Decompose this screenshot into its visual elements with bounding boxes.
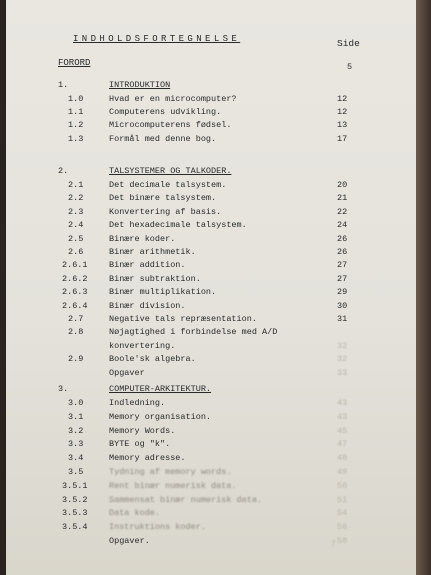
toc-entry <box>6 327 416 341</box>
document-page <box>6 0 416 575</box>
entry-title: Formål med denne bog. <box>109 133 217 144</box>
toc-entry <box>6 94 416 108</box>
entry-page: 50 <box>337 480 348 491</box>
toc-entry <box>6 481 416 495</box>
chapter-number: 1. <box>58 80 69 90</box>
entry-page: 22 <box>337 206 348 217</box>
entry-title: Boole'sk algebra. <box>109 354 196 365</box>
toc-entry <box>6 426 416 440</box>
entry-page: 58 <box>337 536 348 546</box>
entry-number: 3.3 <box>68 439 84 450</box>
toc-entry <box>6 341 416 355</box>
entry-title: Sammensat binær numerisk data. <box>109 494 263 505</box>
entry-title: Binære koder. <box>109 233 176 244</box>
toc-entry <box>6 120 416 134</box>
entry-page: 26 <box>337 233 348 244</box>
entry-title: Binær division. <box>109 300 186 311</box>
entry-title: Memory organisation. <box>109 411 212 422</box>
entry-page: 29 <box>337 287 348 298</box>
entry-title: Det hexadecimale talsystem. <box>109 220 247 231</box>
entry-number: 1.2 <box>68 120 84 131</box>
entry-number: 2.4 <box>68 220 84 231</box>
entry-number: 3.4 <box>68 453 84 464</box>
entry-page: 32 <box>337 340 348 351</box>
entry-title: Det binære talsystem. <box>109 193 217 204</box>
toc-entry <box>6 247 416 261</box>
entry-title: Tydning af memory words. <box>109 467 232 477</box>
entry-page: 27 <box>337 260 348 271</box>
toc-entry <box>6 368 416 382</box>
entry-page: 54 <box>337 508 348 519</box>
entry-number: 2.6.2 <box>62 273 88 284</box>
toc-entry <box>6 314 416 328</box>
chapter-number: 2. <box>58 166 69 176</box>
entry-page: 12 <box>337 94 348 104</box>
chapter-number: 3. <box>58 384 69 394</box>
toc-entry <box>6 354 416 368</box>
forord-label: FORORD <box>58 58 91 68</box>
entry-number: 2.5 <box>68 233 84 244</box>
entry-number: 2.8 <box>68 327 84 338</box>
entry-number: 2.9 <box>68 354 84 365</box>
entry-page: 33 <box>337 367 348 378</box>
entry-number: 3.5.3 <box>62 508 88 519</box>
toc-entry <box>6 467 416 481</box>
entry-number: 2.7 <box>68 314 84 324</box>
entry-title: Instruktions koder. <box>109 522 206 533</box>
toc-entry <box>6 220 416 234</box>
entry-title: Microcomputerens fødsel. <box>109 120 232 131</box>
entry-number: 2.1 <box>68 180 84 190</box>
toc-entry <box>6 439 416 453</box>
entry-page: 31 <box>337 314 348 324</box>
entry-page: 45 <box>337 425 348 436</box>
background-edge <box>416 0 431 575</box>
toc-entry <box>6 193 416 207</box>
toc-entry <box>6 453 416 467</box>
entry-title: Binær multiplikation. <box>109 287 217 298</box>
toc-entry <box>6 412 416 426</box>
entry-title: Data kode. <box>109 508 161 519</box>
toc-entry <box>6 536 416 550</box>
entry-page: 51 <box>337 494 348 505</box>
entry-number: 3.0 <box>68 398 84 408</box>
entry-title: Indledning. <box>109 398 166 408</box>
chapter-title: COMPUTER-ARKITEKTUR. <box>109 384 212 394</box>
entry-number: 2.6.4 <box>62 300 88 311</box>
toc-entry <box>6 522 416 536</box>
entry-number: 3.1 <box>68 411 84 422</box>
entry-page: 27 <box>337 273 348 284</box>
entry-page: 48 <box>337 453 348 464</box>
entry-page: 49 <box>337 467 348 477</box>
chapter-heading <box>6 166 416 180</box>
entry-title: BYTE og "k". <box>109 439 171 450</box>
entry-number: 3.5.2 <box>62 494 88 505</box>
entry-number: 3.5.1 <box>62 480 88 491</box>
toc-entry <box>6 180 416 194</box>
entry-page: 12 <box>337 107 348 118</box>
entry-page: 43 <box>337 411 348 422</box>
entry-title: Binær addition. <box>109 260 186 271</box>
entry-title: Binær subtraktion. <box>109 273 201 284</box>
toc-entry <box>6 107 416 121</box>
entry-title: Nøjagtighed i forbindelse med A/D <box>109 327 278 338</box>
entry-number: 2.6.1 <box>62 260 88 271</box>
entry-number: 3.2 <box>68 425 84 436</box>
entry-title: Memory Words. <box>109 425 176 436</box>
entry-page: 47 <box>337 439 348 450</box>
entry-title: Opgaver. <box>109 536 150 546</box>
entry-title: Binær arithmetik. <box>109 247 196 257</box>
entry-number: 2.6.3 <box>62 287 88 298</box>
entry-page: 20 <box>337 180 348 190</box>
entry-page: 30 <box>337 300 348 311</box>
entry-title: Det decimale talsystem. <box>109 180 227 190</box>
chapter-title: TALSYSTEMER OG TALKODER. <box>109 166 232 176</box>
footer-page-number: 7 <box>331 540 336 549</box>
entry-title: Negative tals repræsentation. <box>109 314 257 324</box>
entry-number: 2.6 <box>68 247 84 257</box>
entry-page: 56 <box>337 522 348 533</box>
entry-title: Computerens udvikling. <box>109 107 222 118</box>
entry-page: 17 <box>337 133 348 144</box>
entry-page: 26 <box>337 247 348 257</box>
entry-title: Rent binær numerisk data. <box>109 480 237 491</box>
side-column-label: Side <box>337 38 360 49</box>
entry-number: 3.5 <box>68 467 84 477</box>
toc-entry <box>6 508 416 522</box>
entry-number: 1.0 <box>68 94 84 104</box>
chapter-title: INTRODUKTION <box>109 80 171 90</box>
entry-page: 43 <box>337 398 348 408</box>
entry-page: 21 <box>337 193 348 204</box>
entry-title: Hvad er en microcomputer? <box>109 94 237 104</box>
entry-page: 13 <box>337 120 348 131</box>
toc-entry <box>6 207 416 221</box>
chapter-heading <box>6 80 416 94</box>
toc-entry <box>6 495 416 509</box>
toc-entry <box>6 234 416 248</box>
entry-title: Opgaver <box>109 367 145 378</box>
entry-title: Konvertering af basis. <box>109 206 222 217</box>
entry-number: 3.5.4 <box>62 522 88 533</box>
toc-entry <box>6 260 416 274</box>
toc-entry <box>6 134 416 148</box>
toc-entry <box>6 301 416 315</box>
toc-heading: INDHOLDSFORTEGNELSE <box>73 34 241 44</box>
toc-entry <box>6 274 416 288</box>
forord-page: 5 <box>347 62 353 72</box>
entry-title: Memory adresse. <box>109 453 186 464</box>
toc-entry <box>6 398 416 412</box>
entry-number: 2.2 <box>68 193 84 204</box>
entry-number: 1.3 <box>68 133 84 144</box>
entry-number: 1.1 <box>68 107 84 118</box>
entry-page: 24 <box>337 220 348 231</box>
entry-number: 2.3 <box>68 206 84 217</box>
entry-page: 32 <box>337 354 348 365</box>
chapter-heading <box>6 384 416 398</box>
entry-title: konvertering. <box>109 340 176 351</box>
toc-entry <box>6 287 416 301</box>
